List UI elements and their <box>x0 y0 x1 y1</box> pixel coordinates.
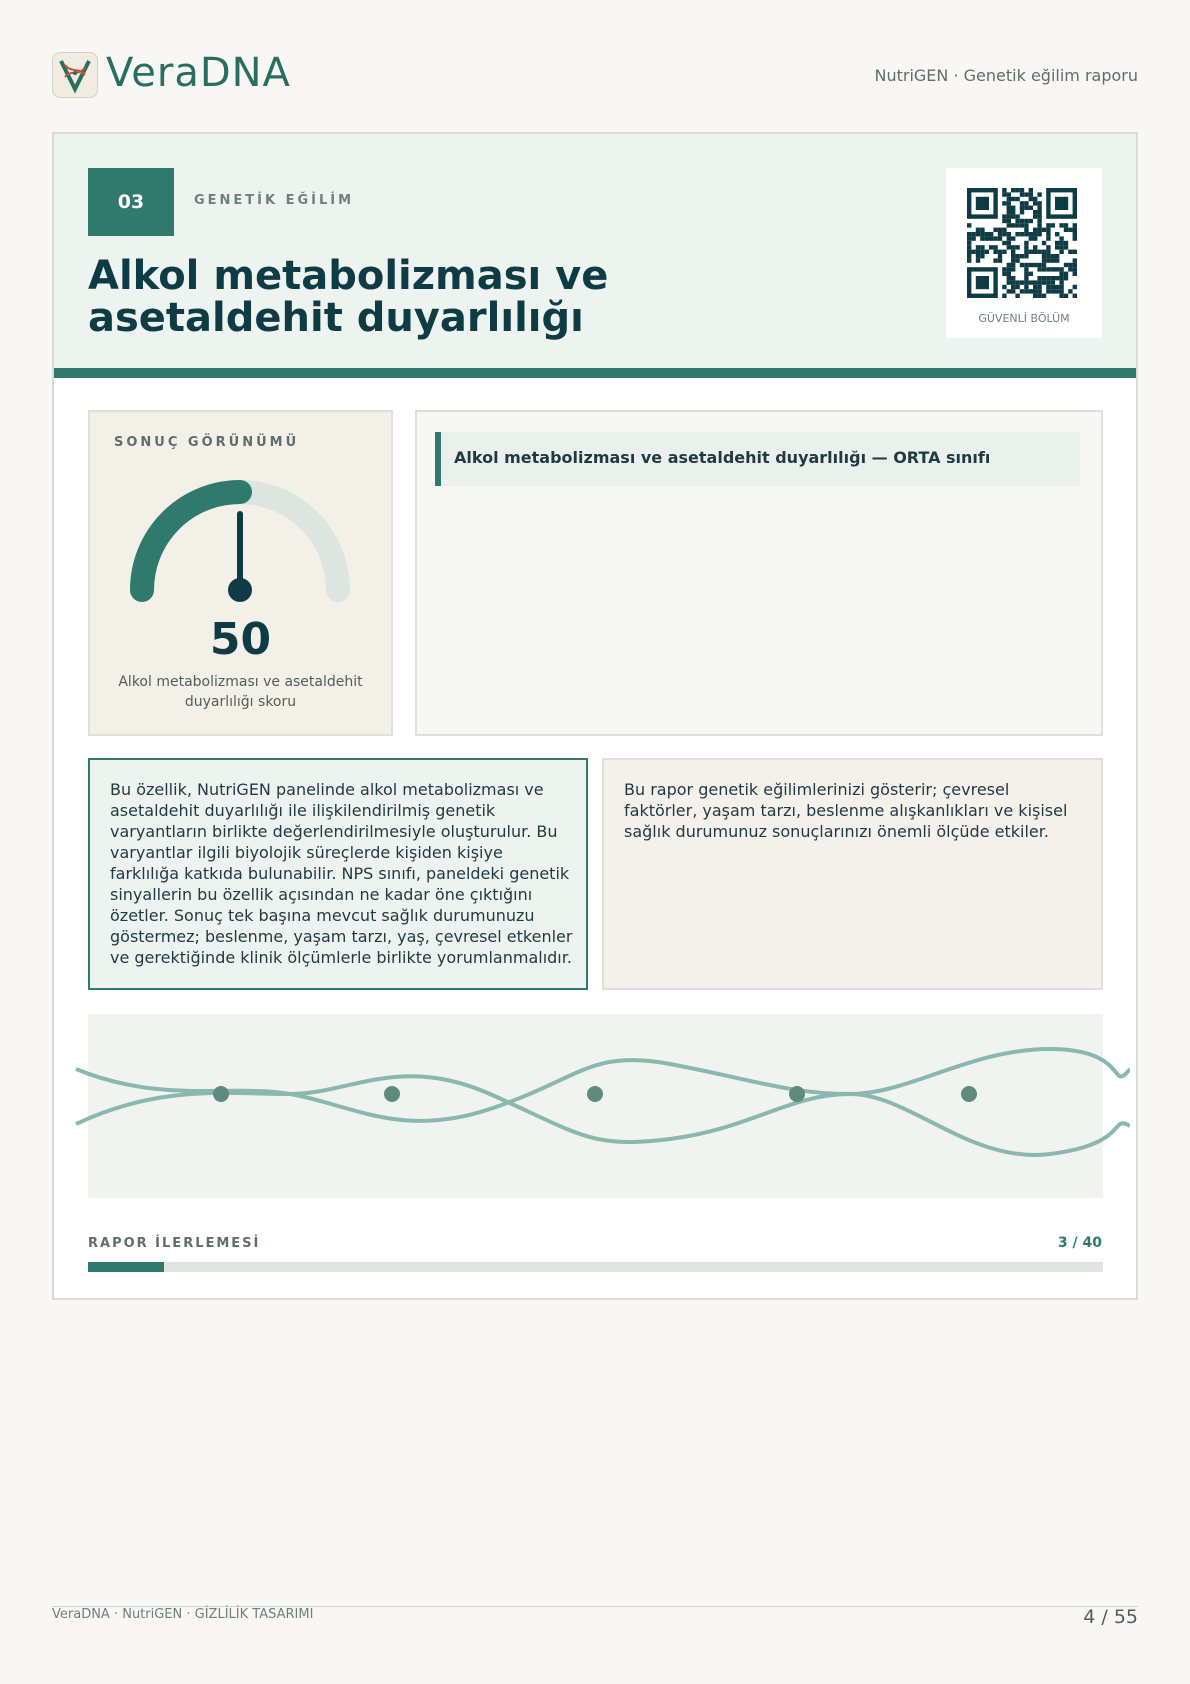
progress-fill <box>88 1262 164 1272</box>
gauge-hub <box>228 578 252 602</box>
gauge-fill <box>142 492 240 590</box>
dna-helix-logo-icon <box>52 52 98 98</box>
dna-node <box>961 1086 977 1102</box>
dna-node <box>587 1086 603 1102</box>
section-eyebrow: GENETİK EĞİLİM <box>194 193 355 208</box>
qr-caption: GÜVENLİ BÖLÜM <box>978 312 1070 325</box>
score-caption: Alkol metabolizması ve asetaldehit duyarlılığı skoru <box>118 674 363 710</box>
score-value: 50 <box>209 614 272 665</box>
score-gauge <box>120 478 360 608</box>
brand-name: VeraDNA <box>106 50 291 96</box>
dna-strand-a <box>76 1049 1130 1121</box>
hero-divider <box>54 368 1136 378</box>
score-label: SONUÇ GÖRÜNÜMÜ <box>114 435 300 450</box>
result-banner-text: Alkol metabolizması ve asetaldehit duyarlılığı — ORTA sınıfı <box>454 448 991 467</box>
disclaimer-text: Bu rapor genetik eğilimlerinizi gösterir; çevresel faktörler, yaşam tarzı, beslenme alışkanlıkları ve kişisel sağlık durumunuz sonuçlarınızı önemli ölçüde etkiler. <box>624 780 1068 841</box>
dna-node <box>213 1086 229 1102</box>
report-title: NutriGEN · Genetik eğilim raporu <box>874 66 1138 85</box>
progress-track <box>88 1262 1103 1272</box>
dna-node <box>384 1086 400 1102</box>
page-number: 4 / 55 <box>1083 1606 1138 1628</box>
footer-text: VeraDNA · NutriGEN · GİZLİLİK TASARIMI <box>52 1607 314 1622</box>
section-title: Alkol metabolizması ve asetaldehit duyarlılığı <box>88 253 609 341</box>
progress-label: RAPOR İLERLEMESİ <box>88 1236 261 1251</box>
dna-wave-decoration <box>70 1014 1130 1198</box>
description-text: Bu özellik, NutriGEN panelinde alkol metabolizması ve asetaldehit duyarlılığı ile ilişkilendirilmiş genetik varyantların birlikte değerlendirilmesiyle oluşturulur. Bu varyantlar ilgili biyolojik süreçlerde kişiden kişiye farklılığa katkıda bulunabilir. NPS sınıfı, paneldeki genetik sinyallerin bu özellik açısından ne kadar öne çıktığını özetler. Sonuç tek başına mevcut sağlık durumunuzu göstermez; beslenme, yaşam tarzı, yaş, çevresel etkenler ve gerektiğinde klinik ölçümlerle birlikte yorumlanmalıdır. <box>110 780 573 967</box>
qr-code-icon <box>946 168 1102 308</box>
section-number-badge: 03 <box>88 168 174 236</box>
dna-node <box>789 1086 805 1102</box>
progress-count: 3 / 40 <box>1057 1235 1102 1251</box>
